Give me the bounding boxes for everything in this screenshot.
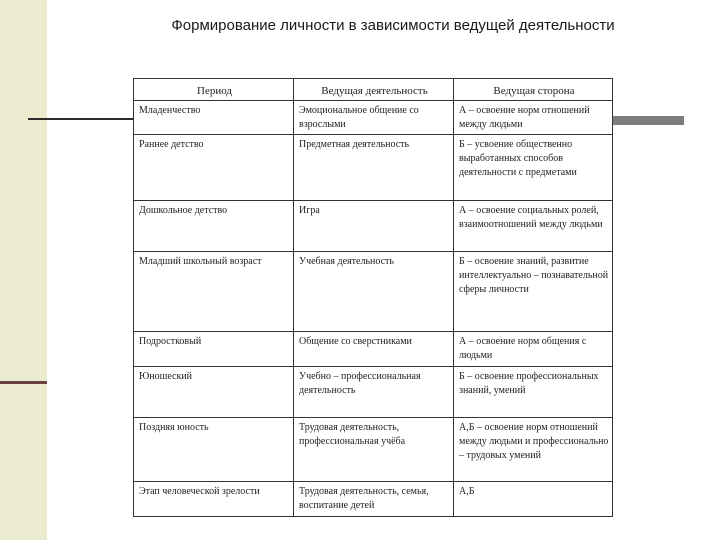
cell-activity: Эмоциональное общение со взрослыми bbox=[294, 101, 454, 135]
table-row bbox=[134, 101, 613, 135]
slide-title-text: Формирование личности в зависимости ведущей деятельности bbox=[171, 17, 615, 34]
slide-title bbox=[0, 17, 720, 34]
cell-side: А – освоение норм отношений между людьми bbox=[454, 101, 613, 135]
cell-period: Этап человеческой зрелости bbox=[134, 482, 294, 517]
cell-activity: Трудовая деятельность, семья, воспитание детей bbox=[294, 482, 454, 517]
cell-activity: Игра bbox=[294, 201, 454, 252]
cell-side: Б – освоение знаний, развитие интеллектуально – познавательной сферы личности bbox=[454, 252, 613, 332]
horizontal-rule-right bbox=[612, 116, 684, 125]
cell-period: Юношеский bbox=[134, 367, 294, 418]
header-side: Ведущая сторона bbox=[454, 79, 613, 101]
cell-period: Подростковый bbox=[134, 332, 294, 367]
cell-side: А,Б bbox=[454, 482, 613, 517]
table-row bbox=[134, 418, 613, 482]
table-row bbox=[134, 252, 613, 332]
cell-activity: Учебная деятельность bbox=[294, 252, 454, 332]
cell-side: А,Б – освоение норм отношений между людьми и профессионально – трудовых умений bbox=[454, 418, 613, 482]
cell-activity: Предметная деятельность bbox=[294, 135, 454, 201]
cell-period: Младший школьный возраст bbox=[134, 252, 294, 332]
cell-side: А – освоение социальных ролей, взаимоотношений между людьми bbox=[454, 201, 613, 252]
cell-side: Б – усвоение общественно выработанных способов деятельности с предметами bbox=[454, 135, 613, 201]
cell-period: Раннее детство bbox=[134, 135, 294, 201]
table-row bbox=[134, 135, 613, 201]
left-decorative-band bbox=[0, 0, 47, 540]
table-row bbox=[134, 201, 613, 252]
cell-side: А – освоение норм общения с людьми bbox=[454, 332, 613, 367]
development-table bbox=[133, 78, 613, 517]
cell-activity: Учебно – профессиональная деятельность bbox=[294, 367, 454, 418]
header-period: Период bbox=[134, 79, 294, 101]
cell-period: Младенчество bbox=[134, 101, 294, 135]
cell-activity: Общение со сверстниками bbox=[294, 332, 454, 367]
cell-side: Б – освоение профессиональных знаний, умений bbox=[454, 367, 613, 418]
table-header-row bbox=[134, 79, 613, 101]
left-band-rule bbox=[0, 381, 47, 384]
cell-period: Поздняя юность bbox=[134, 418, 294, 482]
cell-period: Дошкольное детство bbox=[134, 201, 294, 252]
header-activity: Ведущая деятельность bbox=[294, 79, 454, 101]
table-row bbox=[134, 367, 613, 418]
table-row bbox=[134, 482, 613, 517]
horizontal-rule-left bbox=[28, 118, 134, 120]
table-row bbox=[134, 332, 613, 367]
cell-activity: Трудовая деятельность, профессиональная учёба bbox=[294, 418, 454, 482]
